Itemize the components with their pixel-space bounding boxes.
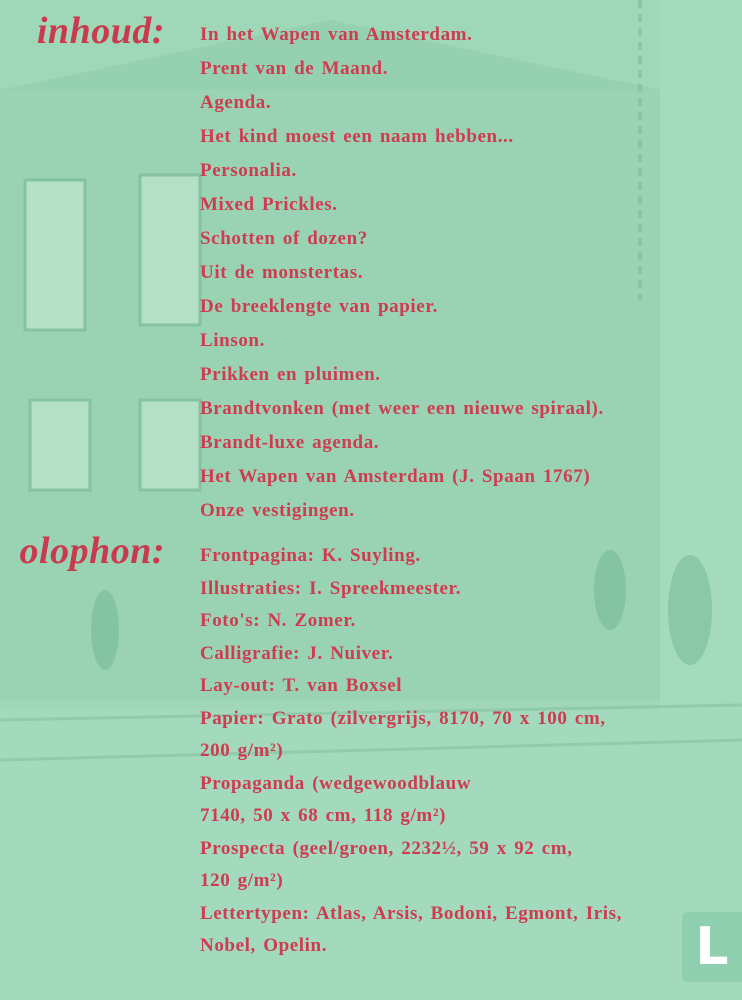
contents-item: Linson. [200,330,265,351]
colophon-line: 120 g/m²) [200,870,284,891]
colophon-heading: olophon: [19,530,165,572]
colophon-list [200,540,622,963]
colophon-line: Nobel, Opelin. [200,935,328,956]
colophon-line: 7140, 50 x 68 cm, 118 g/m²) [200,805,447,826]
contents-item: Prent van de Maand. [200,58,389,79]
colophon-line: Calligrafie: J. Nuiver. [200,642,394,664]
contents-item: Personalia. [200,160,297,181]
colophon-line: Propaganda (wedgewoodblauw [200,772,472,794]
colophon-line: Prospecta (geel/groen, 2232½, 59 x 92 cm, [200,837,573,859]
contents-item: Het Wapen van Amsterdam (J. Spaan 1767) [200,466,591,487]
contents-item: Brandtvonken (met weer een nieuwe spiraal). [200,398,604,419]
contents-item: Agenda. [200,92,272,113]
contents-item: Prikken en pluimen. [200,364,381,385]
contents-item: Brandt-luxe agenda. [200,432,380,453]
contents-heading: inhoud: [36,10,165,52]
logo-badge [682,912,742,982]
contents-item: De breeklengte van papier. [200,296,438,317]
colophon-line: Frontpagina: K. Suyling. [200,545,421,566]
contents-item: In het Wapen van Amsterdam. [200,24,473,45]
contents-item: Uit de monstertas. [200,262,364,283]
contents-item: Schotten of dozen? [200,228,368,249]
colophon-line: Illustraties: I. Spreekmeester. [200,577,462,599]
colophon-line: Foto's: N. Zomer. [200,610,356,631]
contents-item: Mixed Prickles. [200,194,338,215]
colophon-line: Papier: Grato (zilvergrijs, 8170, 70 x 100 cm, [200,707,606,729]
colophon-line: Lay-out: T. van Boxsel [200,675,403,696]
colophon-line: 200 g/m²) [200,740,284,761]
colophon-line: Lettertypen: Atlas, Arsis, Bodoni, Egmont, Iris, [200,902,622,924]
logo-letter: L [695,917,729,977]
contents-item: Onze vestigingen. [200,500,355,521]
contents-list [200,18,604,528]
contents-item: Het kind moest een naam hebben... [200,126,514,147]
